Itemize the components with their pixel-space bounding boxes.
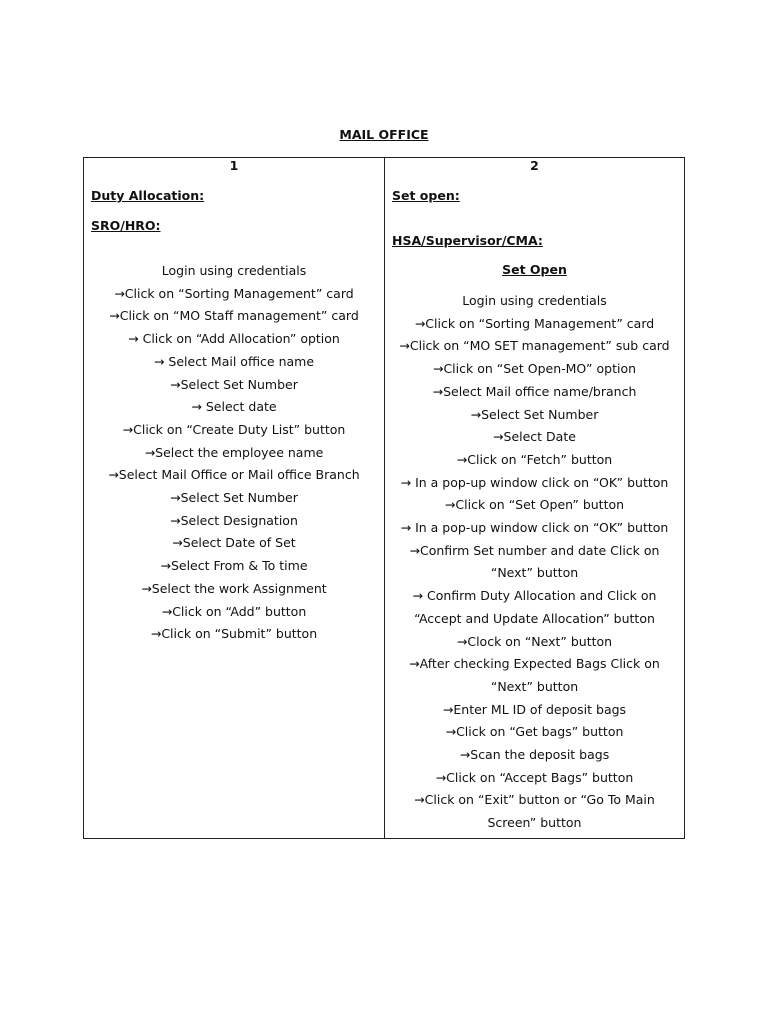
step-item: →Select the employee name <box>144 444 324 460</box>
role-heading: SRO/HRO: <box>91 218 161 233</box>
step-item: → Select Mail office name <box>153 353 315 369</box>
step-item: →Click on “Submit” button <box>150 626 318 642</box>
step-item: → In a pop-up window click on “OK” button <box>400 474 669 490</box>
column-duty-allocation <box>84 158 385 838</box>
step-item: →Click on “Set Open-MO” option <box>432 361 637 377</box>
step-item: →Select the work Assignment <box>141 580 327 596</box>
step-item: →Scan the deposit bags <box>459 747 610 763</box>
procedure-table <box>83 157 685 839</box>
column-number: 2 <box>530 158 539 173</box>
step-item: →Click on “Fetch” button <box>456 451 613 467</box>
step-item: →Confirm Set number and date Click on “Next” button <box>409 542 660 581</box>
step-item: → In a pop-up window click on “OK” button <box>400 520 669 536</box>
step-item: → Confirm Duty Allocation and Click on “Accept and Update Allocation” button <box>412 588 657 626</box>
step-item: →Select Mail office name/branch <box>432 383 637 399</box>
step-item: →Clock on “Next” button <box>456 633 613 649</box>
step-item: →Select Date <box>493 429 576 445</box>
step-item: →Click on “Accept Bags” button <box>435 769 634 785</box>
step-item: →Select Set Number <box>170 490 298 506</box>
step-item: →Select Set Number <box>470 406 599 422</box>
steps-list <box>84 260 384 646</box>
column-set-open <box>385 158 684 838</box>
sub-heading: Set Open <box>502 262 567 277</box>
step-item: →Select Date of Set <box>172 535 296 551</box>
steps-list <box>385 290 684 835</box>
step-item: →Select Set Number <box>170 376 298 392</box>
step-item: Login using credentials <box>462 293 607 308</box>
step-item: → Click on “Add Allocation” option <box>128 331 340 347</box>
document-title: MAIL OFFICE <box>339 127 429 142</box>
step-item: →Select From & To time <box>160 558 308 574</box>
step-item: →Enter ML ID of deposit bags <box>442 701 627 717</box>
step-item: →Click on “Create Duty List” button <box>122 421 346 437</box>
step-item: →Select Designation <box>170 512 298 528</box>
step-item: →Click on “MO Staff management” card <box>109 308 359 324</box>
role-heading: HSA/Supervisor/CMA: <box>392 233 543 248</box>
step-item: →Click on “Add” button <box>161 603 307 619</box>
step-item: →Select Mail Office or Mail office Branch <box>108 467 360 483</box>
section-heading: Duty Allocation: <box>91 188 205 203</box>
section-heading: Set open: <box>392 188 460 203</box>
column-number: 1 <box>229 158 239 173</box>
step-item: →Click on “Sorting Management” card <box>414 315 655 331</box>
step-item: Login using credentials <box>161 263 307 278</box>
step-item: → Select date <box>191 399 277 415</box>
step-item: →Click on “Exit” button or “Go To Main Screen” button <box>414 792 655 831</box>
step-item: →After checking Expected Bags Click on “Next” button <box>409 656 660 694</box>
step-item: →Click on “Set Open” button <box>444 497 625 513</box>
step-item: →Click on “Sorting Management” card <box>114 285 354 301</box>
step-item: →Click on “Get bags” button <box>445 724 624 740</box>
step-item: →Click on “MO SET management” sub card <box>399 338 670 354</box>
